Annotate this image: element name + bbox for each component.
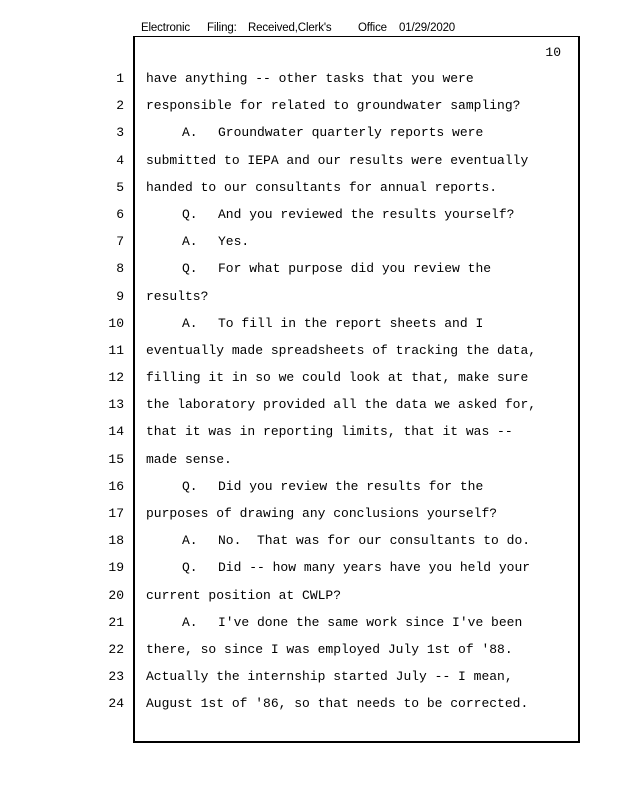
line-number: 2	[116, 98, 124, 114]
transcript-line	[146, 423, 536, 450]
transcript-text: current position at CWLP?	[146, 587, 342, 603]
line-number: 10	[108, 315, 124, 331]
header-received: Received,Clerk's	[248, 22, 332, 34]
transcript-line	[146, 695, 536, 722]
transcript-line	[146, 614, 536, 641]
transcript-line	[146, 233, 536, 260]
transcript-text: And you reviewed the results yourself?	[218, 206, 515, 222]
line-number: 15	[108, 451, 124, 467]
transcript-text: Actually the internship started July -- I mean,	[146, 669, 513, 685]
transcript-text: Groundwater quarterly reports were	[218, 125, 484, 141]
transcript-line	[146, 369, 536, 396]
transcript-text: No. That was for our consultants to do.	[218, 533, 531, 549]
transcript-text: responsible for related to groundwater sampling?	[146, 98, 521, 114]
transcript-text: For what purpose did you review the	[218, 261, 492, 277]
question-marker: Q.	[182, 206, 198, 222]
transcript-text: there, so since I was employed July 1st of '88.	[146, 641, 513, 657]
transcript-line	[146, 152, 536, 179]
answer-marker: A.	[182, 234, 198, 250]
line-number: 3	[116, 125, 124, 141]
transcript-line	[146, 206, 536, 233]
transcript-text: results?	[146, 288, 209, 304]
header-electronic: Electronic	[141, 22, 190, 34]
line-number: 16	[108, 478, 124, 494]
transcript-text: filling it in so we could look at that, make sure	[146, 370, 529, 386]
answer-marker: A.	[182, 614, 198, 630]
transcript-body	[146, 70, 536, 723]
transcript-text: have anything -- other tasks that you were	[146, 71, 474, 86]
line-number: 20	[108, 587, 124, 603]
line-number: 11	[108, 342, 124, 358]
line-number: 24	[108, 696, 124, 712]
transcript-line	[146, 342, 536, 369]
transcript-line	[146, 124, 536, 151]
answer-marker: A.	[182, 125, 198, 141]
line-number: 14	[108, 424, 124, 440]
question-marker: Q.	[182, 560, 198, 576]
transcript-text: submitted to IEPA and our results were eventually	[146, 152, 529, 168]
line-number: 4	[116, 152, 124, 168]
transcript-line	[146, 97, 536, 124]
page-number: 10	[545, 45, 561, 60]
line-number: 5	[116, 179, 124, 195]
transcript-text: that it was in reporting limits, that it was --	[146, 424, 513, 440]
line-number: 17	[108, 506, 124, 521]
header-date: 01/29/2020	[399, 22, 456, 34]
transcript-line	[146, 532, 536, 559]
line-number: 19	[108, 560, 124, 576]
transcript-line	[146, 396, 536, 423]
line-number: 8	[116, 261, 124, 277]
transcript-line	[146, 505, 536, 532]
line-number: 18	[108, 533, 124, 549]
transcript-text: the laboratory provided all the data we asked for,	[146, 397, 537, 413]
line-number-column	[100, 70, 124, 723]
transcript-line	[146, 559, 536, 586]
transcript-line	[146, 315, 536, 342]
transcript-line	[146, 587, 536, 614]
transcript-text: To fill in the report sheets and I	[218, 315, 484, 331]
transcript-line	[146, 641, 536, 668]
answer-marker: A.	[182, 533, 198, 549]
transcript-text: Did you review the results for the	[218, 478, 484, 494]
transcript-text: I've done the same work since I've been	[218, 614, 523, 630]
line-number: 1	[116, 71, 124, 86]
transcript-line	[146, 668, 536, 695]
transcript-line	[146, 260, 536, 287]
question-marker: Q.	[182, 478, 198, 494]
transcript-text: handed to our consultants for annual reports.	[146, 179, 498, 195]
transcript-text: eventually made spreadsheets of tracking the data,	[146, 342, 537, 358]
line-number: 21	[108, 614, 124, 630]
transcript-text: Did -- how many years have you held your	[218, 560, 531, 576]
line-number: 23	[108, 669, 124, 685]
transcript-line	[146, 288, 536, 315]
transcript-line	[146, 179, 536, 206]
header-filing: Filing:	[207, 22, 237, 34]
line-number: 7	[116, 234, 124, 250]
question-marker: Q.	[182, 261, 198, 277]
transcript-text: made sense.	[146, 451, 232, 467]
transcript-line	[146, 70, 536, 97]
line-number: 13	[108, 397, 124, 413]
line-number: 9	[116, 288, 124, 304]
transcript-line	[146, 451, 536, 478]
answer-marker: A.	[182, 315, 198, 331]
line-number: 6	[116, 206, 124, 222]
header-office: Office	[358, 22, 387, 34]
line-number: 12	[108, 370, 124, 386]
transcript-line	[146, 478, 536, 505]
transcript-text: August 1st of '86, so that needs to be corrected.	[146, 696, 529, 712]
transcript-text: purposes of drawing any conclusions yourself?	[146, 506, 498, 521]
transcript-text: Yes.	[218, 234, 250, 250]
line-number: 22	[108, 641, 124, 657]
